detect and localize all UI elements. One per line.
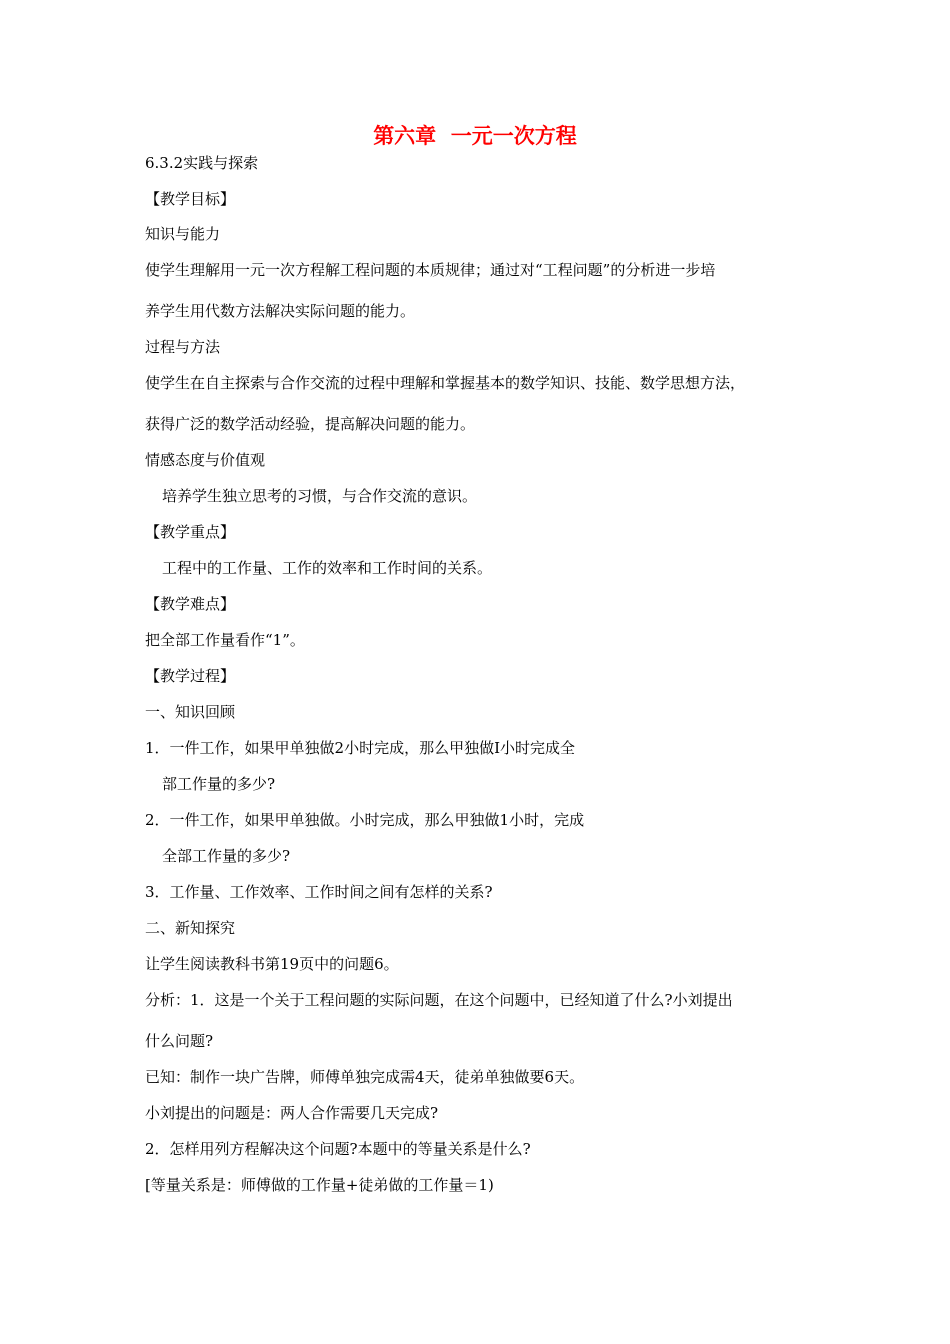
question-line: 2．一件工作，如果甲单独做。小时完成，那么甲独做1小时，完成 [145,811,585,829]
paragraph-line: 获得广泛的数学活动经验，提高解决问题的能力。 [145,415,476,433]
paragraph-line: 小刘提出的问题是：两人合作需要几天完成? [145,1104,439,1122]
paragraph-line: 把全部工作量看作“1”。 [145,631,305,649]
paragraph-line: 工程中的工作量、工作的效率和工作时间的关系。 [162,559,493,577]
paragraph-line: [等量关系是：师傅做的工作量+徒弟做的工作量＝1) [145,1176,494,1194]
question-line: 全部工作量的多少? [162,847,291,865]
question-line: 3．工作量、工作效率、工作时间之间有怎样的关系? [145,883,493,901]
heading-difficulties: 【教学难点】 [145,595,236,613]
subheading-process: 过程与方法 [145,338,221,356]
subheading-new-knowledge: 二、新知探究 [145,919,236,937]
paragraph-line: 使学生在自主探索与合作交流的过程中理解和掌握基本的数学知识、技能、数学思想方法， [145,374,746,392]
subheading-attitude: 情感态度与价值观 [145,451,266,469]
paragraph-line: 分析：1．这是一个关于工程问题的实际问题，在这个问题中，已经知道了什么?小刘提出 [145,991,733,1009]
subheading-knowledge: 知识与能力 [145,225,221,243]
paragraph-line: 2．怎样用列方程解决这个问题?本题中的等量关系是什么? [145,1140,531,1158]
paragraph-line: 已知：制作一块广告牌，师傅单独完成需4天，徒弟单独做要6天。 [145,1068,585,1086]
heading-key-points: 【教学重点】 [145,523,236,541]
paragraph-line: 养学生用代数方法解决实际问题的能力。 [145,302,416,320]
question-line: 1．一件工作，如果甲单独做2小时完成，那么甲独做I小时完成全 [145,739,576,757]
paragraph-line: 让学生阅读教科书第19页中的问题6。 [145,955,399,973]
heading-teaching-goals: 【教学目标】 [145,190,236,208]
question-line: 部工作量的多少? [162,775,276,793]
section-number: 6.3.2实践与探索 [145,154,259,172]
heading-teaching-process: 【教学过程】 [145,667,236,685]
chapter-title: 第六章 一元一次方程 [373,124,577,148]
subheading-review: 一、知识回顾 [145,703,236,721]
paragraph-line: 什么问题? [145,1032,214,1050]
paragraph-line: 使学生理解用一元一次方程解工程问题的本质规律；通过对“工程问题”的分析进一步培 [145,261,716,279]
paragraph-line: 培养学生独立思考的习惯，与合作交流的意识。 [162,487,478,505]
